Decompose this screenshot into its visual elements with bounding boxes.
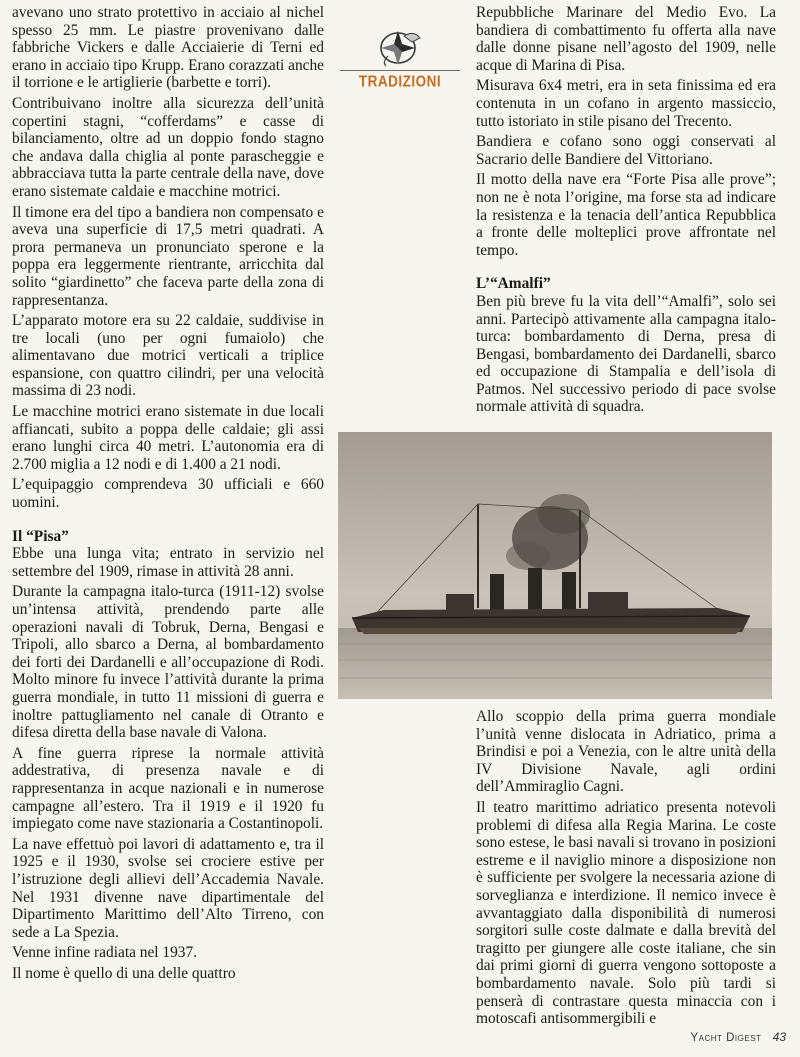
badge-rule [340, 70, 460, 71]
page-footer [690, 1030, 786, 1044]
magazine-name: Yacht Digest [690, 1032, 762, 1044]
paragraph: Ebbe una lunga vita; entrato in servizio nel settembre del 1909, rimase in attività 28 anni. [12, 545, 324, 580]
paragraph: Il nome è quello di una delle quattro [12, 964, 236, 982]
right-column-top [476, 4, 776, 419]
warship-photo [338, 432, 772, 699]
paragraph: Durante la campagna italo-turca (1911-12) svolse un’intensa attività, prendendo parte alle operazioni navali di Tobruk, Derna, Bengasi e Tripoli, allo sbarco a Derna, al bombardamento dei forti dei Dardanelli e all’occupazione di Rodi. Molto minore fu invece l’attività durante la prima guerra mondiale, in tutto 11 missioni di guerra e inoltre pattugliamento nel canale di Otranto e difesa diretta della base navale di Valona. [12, 583, 324, 742]
section-label: TRADIZIONI [358, 72, 442, 91]
right-column-bottom [476, 708, 776, 1031]
paragraph: Contribuivano inoltre alla sicurezza dell’unità copertini stagni, “cofferdams” e casse di bilanciamento, oltre ad un doppio fondo stagno che andava dalla chiglia al ponte parascheggie e abbracciava tutta la parte centrale della nave, dove erano sistemate caldaie e macchine motrici. [12, 94, 324, 200]
paragraph: L’equipaggio comprendeva 30 ufficiali e 660 uomini. [12, 476, 324, 512]
section-badge [340, 28, 460, 89]
paragraph: Il motto della nave era “Forte Pisa alle prove”; non ne è nota l’origine, ma forse sta ad indicare la resistenza e la tenacia dell’antica Repubblica a fronte delle molteplici prove affrontate nel tempo. [476, 171, 776, 259]
paragraph: Repubbliche Marinare del Medio Evo. La bandiera di combattimento fu offerta alla nave dalle donne pisane nell’agosto del 1909, nelle acque di Marina di Pisa. [476, 4, 776, 74]
paragraph: A fine guerra riprese la normale attività addestrativa, di presenza navale e di rappresentanza in acque nazionali e in numerose campagne all’estero. Tra il 1919 e il 1920 fu impiegato come nave stazionaria a Costantinopoli. [12, 744, 324, 833]
paragraph: L’apparato motore era su 22 caldaie, suddivise in tre locali (uno per ogni fumaiolo) che alimentavano due motrici verticali a triplice espansione, con quattro cilindri, per una velocità massima di 23 nodi. [12, 312, 324, 400]
page-number: 43 [772, 1030, 786, 1044]
warship-photo-image [338, 432, 772, 699]
paragraph: Bandiera e cofano sono oggi conservati al Sacrario delle Bandiere del Vittoriano. [476, 133, 776, 168]
compass-rose-icon [374, 28, 426, 68]
paragraph: La nave effettuò poi lavori di adattamento e, tra il 1925 e il 1930, svolse sei crociere estive per l’istruzione degli allievi dell’Accademia Navale. Nel 1931 divenne nave dipartimentale del Dipartimento Marittimo dell’Alto Tirreno, con sede a La Spezia. [12, 835, 324, 941]
paragraph: Allo scoppio della prima guerra mondiale l’unità venne dislocata in Adriatico, prima a Brindisi e poi a Venezia, con le altre unità della IV Divisione Navale, agli ordini dell’Ammiraglio Cagni. [476, 708, 776, 796]
paragraph: Misurava 6x4 metri, era in seta finissima ed era contenuta in un cofano in argento massiccio, tutto istoriato in stile pisano del Trecento. [476, 77, 776, 130]
paragraph: Il teatro marittimo adriatico presenta notevoli problemi di difesa alla Regia Marina. Le coste sono estese, le basi navali si trovano in posizioni estreme e il naviglio minore a disposizione non è sufficiente per svolgere la necessaria azione di sorveglianza e interdizione. Il nemico invece è avvantaggiato dalla disponibilità di numerosi sorgitori sulle coste dalmate e dalla brevità del tragitto per giungere alle coste italiane, che sin dai primi giorni di guerra vengono sottoposte a bombardamento navale. Solo più tardi si penserà di contrastare questa minaccia con i motoscafi antisommergibili e [476, 798, 776, 1028]
paragraph: Le macchine motrici erano sistemate in due locali affiancati, subito a poppa delle caldaie; gli assi erano lunghi circa 40 metri. L’autonomia era di 2.700 miglia a 12 nodi e di 1.400 a 21 nodi. [12, 403, 324, 473]
section-heading-pisa: Il “Pisa” [12, 527, 69, 545]
paragraph: avevano uno strato protettivo in acciaio al nichel spesso 25 mm. Le piastre provenivano dalle fabbriche Vickers e dalle Acciaierie di Terni ed erano in acciaio tipo Krupp. Erano corazzati anche il torrione e le artiglierie (barbette e torri). [12, 4, 324, 92]
section-heading-amalfi: L’“Amalfi” [476, 275, 551, 293]
paragraph: Ben più breve fu la vita dell’“Amalfi”, solo sei anni. Partecipò attivamente alla campagna italo-turca: bombardamento di Derna, presa di Bengasi, bombardamento dei Dardanelli, sbarco ed occupazione di Stampalia e dell’isola di Patmos. Nel successivo periodo di pace svolse normale attività di squadra. [476, 292, 776, 416]
paragraph: Il timone era del tipo a bandiera non compensato e aveva una superficie di 17,5 metri quadrati. A prora permaneva un pronunciato sperone e la poppa era leggermente rientrante, arricchita dal solito “giardinetto” che faceva parte della zona di rappresentanza. [12, 203, 324, 309]
left-column [12, 4, 324, 985]
paragraph: Venne infine radiata nel 1937. [12, 944, 198, 962]
